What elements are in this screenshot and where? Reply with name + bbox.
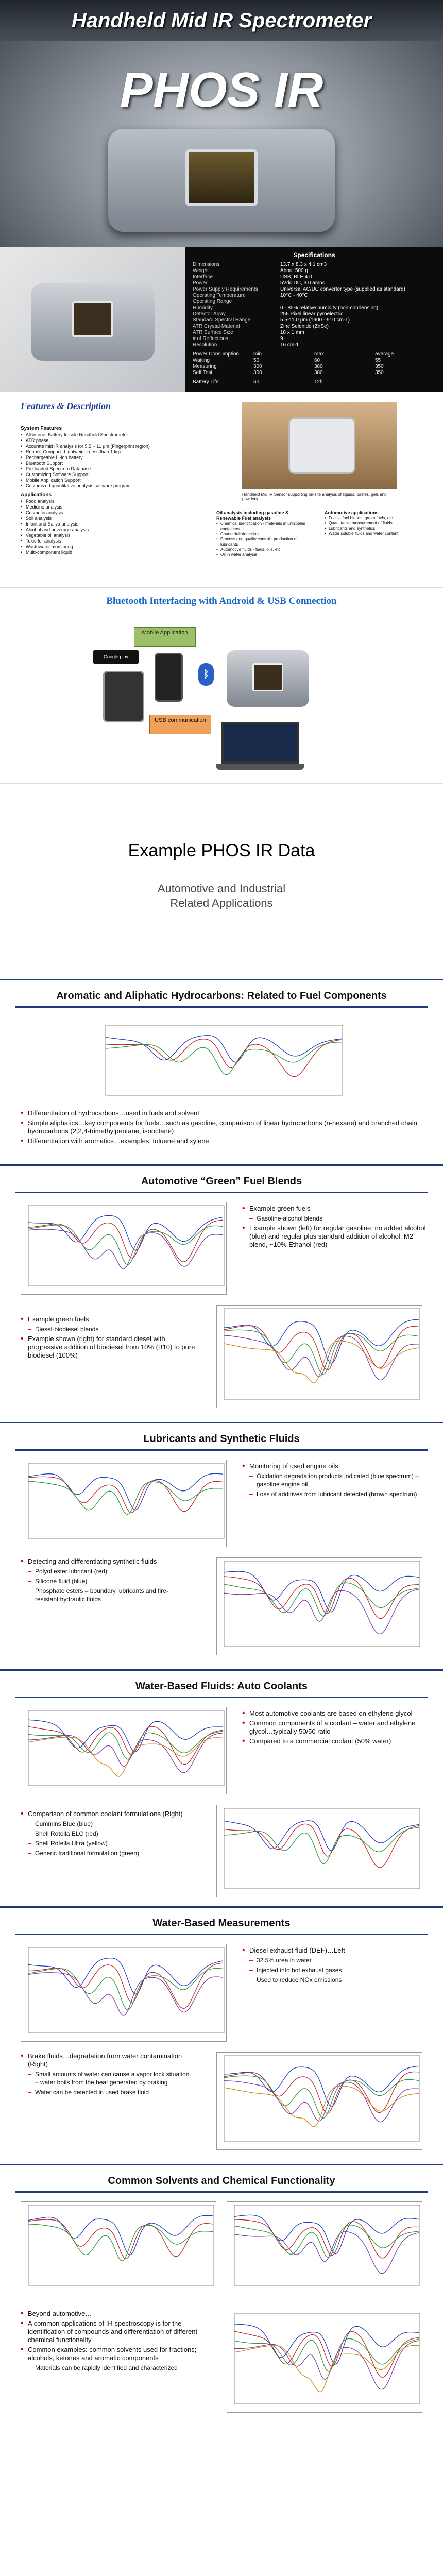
spectrum-svg xyxy=(217,2053,423,2150)
list-item: • Water soluble fluids and water content xyxy=(325,531,422,536)
spectrum-line xyxy=(224,2086,419,2127)
bullet-item: • Beyond automotive… xyxy=(21,2310,216,2318)
spec-row xyxy=(193,274,436,280)
spectrum-svg xyxy=(21,1707,227,1795)
power-key: Waiting xyxy=(193,358,210,363)
battery-value: 6h xyxy=(253,379,260,385)
power-value: 300 xyxy=(253,364,262,369)
list-item: • Medicine analysis xyxy=(21,504,185,510)
device-image xyxy=(288,417,355,474)
slide-lubricants xyxy=(0,1422,443,1669)
slide-rule xyxy=(15,1449,428,1451)
spectrum-line xyxy=(234,2219,419,2258)
hero-title: Handheld Mid IR Spectrometer xyxy=(71,9,372,32)
list-item: • Fuels - fuel blends, green fuels, etc xyxy=(325,516,422,521)
power-row xyxy=(193,370,436,376)
spec-row xyxy=(193,299,436,305)
spectrum-line xyxy=(28,1215,223,1250)
spec-row xyxy=(193,305,436,311)
spec-value: About 500 g xyxy=(280,268,308,274)
power-col-min: min xyxy=(253,351,262,357)
plot-frame xyxy=(234,2205,420,2285)
bluetooth-icon: ᛒ xyxy=(198,663,214,686)
example-title: Example PHOS IR Data xyxy=(128,841,315,860)
oil-analysis-list xyxy=(216,521,314,557)
list-item: • Bluetooth Support xyxy=(21,461,185,466)
bullet-item: – Shell Rotella Ultra (yellow) xyxy=(21,1839,191,1848)
bullet-item: – Materials can be rapidly identified and characterized xyxy=(21,2364,216,2372)
list-item: • Customized quantitative analysis software program xyxy=(21,483,185,489)
bullet-item: • Example green fuels xyxy=(21,1315,196,1324)
automotive-list xyxy=(325,516,422,536)
bullet-item: – Cummins Blue (blue) xyxy=(21,1820,191,1828)
spectrum-line xyxy=(224,1589,419,1634)
list-item: • Chemical identification - materials in unlabeled containers xyxy=(216,521,314,532)
spectrum-line xyxy=(224,1583,419,1616)
spec-key: Operating Range xyxy=(193,299,232,304)
plot-frame xyxy=(224,2056,420,2141)
spectrum-line xyxy=(224,1821,419,1851)
spectrum-line xyxy=(224,1341,419,1383)
device-window xyxy=(252,663,283,691)
spec-row xyxy=(193,293,436,299)
list-item: • Food analysis xyxy=(21,499,185,504)
mobile-app-label: Mobile Application xyxy=(134,627,196,647)
slide-solvents xyxy=(0,2164,443,2549)
spectrum-svg xyxy=(21,1460,227,1548)
spec-key: Operating Temperature xyxy=(193,293,246,298)
spectrum-line xyxy=(28,2215,213,2255)
slide-water-based xyxy=(0,1906,443,2164)
spec-row xyxy=(193,342,436,348)
spec-key: Detector Array xyxy=(193,311,226,317)
power-col-average: average xyxy=(375,351,394,357)
example-title-block xyxy=(0,783,443,979)
list-item: • Mobile Application Support xyxy=(21,478,185,483)
power-row xyxy=(193,364,436,370)
system-features-list xyxy=(21,432,185,489)
spectrum-chart xyxy=(227,2310,422,2413)
slide-title: Aromatic and Aliphatic Hydrocarbons: Related to Fuel Components xyxy=(56,990,387,1002)
slide-rule xyxy=(15,1192,428,1193)
list-item: • Vegetable oil analysis xyxy=(21,533,185,538)
slide-green-fuels xyxy=(0,1164,443,1422)
power-label: Power Consumption xyxy=(193,351,240,357)
bluetooth-section xyxy=(0,587,443,783)
usb-label: USB communication xyxy=(149,715,211,734)
slide-title: Lubricants and Synthetic Fluids xyxy=(143,1433,300,1445)
list-item: • Toxic for analysis xyxy=(21,538,185,544)
spec-key: Weight xyxy=(193,268,209,274)
list-item: • ATR phase xyxy=(21,438,185,444)
power-value: 50 xyxy=(253,358,260,363)
applications-heading: Applications xyxy=(21,492,52,498)
spectrum-line xyxy=(28,1477,223,1513)
example-subtitle-line-1: Automotive and Industrial xyxy=(157,882,286,895)
product-name: PHOS IR xyxy=(120,62,323,117)
device-window xyxy=(72,301,113,337)
power-value: 380 xyxy=(314,364,323,369)
spectrum-line xyxy=(28,1726,223,1765)
spec-key: ATR Crystal Material xyxy=(193,324,240,329)
power-value: 300 xyxy=(253,370,262,376)
plot-frame xyxy=(28,2205,214,2285)
slide-bullets-right xyxy=(242,1205,428,1250)
spec-value: 5Vdc DC, 3.0 amps xyxy=(280,280,325,286)
list-item: • Soil analysis xyxy=(21,516,185,521)
list-item: • Customizing Software Support xyxy=(21,472,185,478)
slide-rule xyxy=(15,2191,428,2193)
spec-value xyxy=(280,299,436,305)
bullet-item: • Detecting and differentiating synthetic fluids xyxy=(21,1557,191,1566)
spectrum-line xyxy=(28,1958,223,1994)
battery-row xyxy=(193,379,436,385)
bullet-item: • Example shown (left) for regular gasoline; no added alcohol (blue) and regular plus standard addition of alcohol; M2 blend, ~10% Ethanol (red) xyxy=(242,1224,428,1249)
spec-value: Zinc Selenide (ZnSe) xyxy=(280,324,329,329)
spec-value: 18 x 1 mm xyxy=(280,330,304,335)
spec-section xyxy=(0,247,443,392)
bullet-item: – Generic traditional formulation (green) xyxy=(21,1849,191,1857)
bullet-item: • Diesel exhaust fluid (DEF)…Left xyxy=(242,1946,428,1955)
automotive-title: Automotive applications xyxy=(325,510,379,515)
spec-key: Interface xyxy=(193,274,213,280)
slide-title: Automotive “Green” Fuel Blends xyxy=(141,1176,302,1187)
slide-title: Common Solvents and Chemical Functionality xyxy=(108,2175,335,2187)
spectrum-line xyxy=(28,1737,223,1776)
spectrum-chart xyxy=(216,1557,422,1655)
bullet-item: • Compared to a commercial coolant (50% water) xyxy=(242,1737,428,1745)
power-value: 350 xyxy=(375,370,384,376)
slide-title: Water-Based Fluids: Auto Coolants xyxy=(135,1681,308,1692)
battery-label: Battery Life xyxy=(193,379,219,385)
spectrum-svg xyxy=(217,1558,423,1656)
slide-hydrocarbons xyxy=(0,979,443,1164)
list-item: • Lubricants and synthetics xyxy=(325,526,422,531)
power-value: 60 xyxy=(314,358,320,363)
oil-analysis-title: Oil analysis including gasoline & Renewable Fuel analysis xyxy=(216,510,289,521)
spec-row xyxy=(193,330,436,336)
spectrum-line xyxy=(234,2346,419,2392)
power-value: 350 xyxy=(375,364,384,369)
bullet-item: – Gasoline-alcohol blends xyxy=(242,1214,428,1223)
plot-frame xyxy=(224,1309,420,1399)
spectrum-svg xyxy=(217,1306,423,1409)
features-heading: Features & Description xyxy=(21,401,111,411)
bullet-item: • Example shown (right) for standard diesel with progressive addition of biodiesel from 10% (B10) to pure biodiesel (100%) xyxy=(21,1335,196,1360)
battery-value-2: 12h xyxy=(314,379,323,385)
list-item: • Automotive fluids - fuels, oils, etc xyxy=(216,547,314,552)
spec-heading: Specifications xyxy=(293,251,335,259)
photo-caption: Handheld Mid IR Sensor supporting on-site analysis of liquids, pastes, gels and powders xyxy=(242,492,387,501)
bullet-item: – Oxidation degradation products indicated (blue spectrum) – gasoline engine oil xyxy=(242,1472,428,1488)
spec-table xyxy=(185,247,443,392)
power-value: 380 xyxy=(314,370,323,376)
slide-bullets-right xyxy=(242,1946,428,1986)
spectrum-chart xyxy=(98,1022,345,1104)
list-item: • Robust, Compact, Lightweight (less than 1 kg) xyxy=(21,449,185,455)
list-item: • Rechargeable Li-ion battery xyxy=(21,455,185,461)
spec-value: 13.7 x 8.3 x 4.1 cm3 xyxy=(280,262,327,267)
bullet-item: – 32.5% urea in water xyxy=(242,1956,428,1964)
spectrum-line xyxy=(234,2225,419,2258)
bullet-item: • Common components of a coolant – water and ethylene glycol…typically 50/50 ratio xyxy=(242,1719,428,1736)
bullet-item: • Differentiation of hydrocarbons…used in fuels and solvent xyxy=(21,1109,422,1117)
spec-value: USB, BLE 4.0 xyxy=(280,274,312,280)
slide-bullets-left xyxy=(21,1557,191,1605)
spec-row xyxy=(193,262,436,268)
list-item: • Multi-component liquid xyxy=(21,550,185,555)
spectrum-line xyxy=(234,2232,419,2274)
bullet-item: • Simple aliphatics…key components for fuels…such as gasoline, comparison of linear hydrocarbons (n-hexane) and branched chain hydrocarbons (2,2,4-trimethylpentane, isooctane) xyxy=(21,1119,422,1136)
list-item: • Wastewater monitoring xyxy=(21,544,185,550)
hero-banner xyxy=(0,0,443,247)
spec-value: 5.5-11.0 µm (1900 - 910 cm-1) xyxy=(280,317,350,323)
oil-analysis-box xyxy=(216,510,314,557)
features-list xyxy=(21,422,185,555)
bullet-item: – Loss of additives from lubricant detected (brown spectrum) xyxy=(242,1490,428,1498)
bullet-item: – Small amounts of water can cause a vapor lock situation – water boils from the heat generated by braking xyxy=(21,2070,191,2087)
spectrum-line xyxy=(28,1473,223,1510)
spec-key: # of Reflections xyxy=(193,336,228,342)
spec-row xyxy=(193,280,436,286)
device-image xyxy=(227,650,309,707)
bullet-item: – Water can be detected in used brake fluid xyxy=(21,2088,191,2096)
slide-bullets-right xyxy=(242,1462,428,1500)
bullet-item: • Common examples: common solvents used for fractions; alcohols, ketones and aromatic components xyxy=(21,2346,216,2362)
spectrum-line xyxy=(28,2224,213,2261)
features-section xyxy=(0,392,443,587)
list-item: • Oil in water analysis xyxy=(216,552,314,557)
plot-frame xyxy=(28,1206,224,1286)
list-item: • Cosmetic analysis xyxy=(21,510,185,516)
bullet-item: – Shell Rotella ELC (red) xyxy=(21,1829,191,1838)
bullet-item: – Phosphate esters – boundary lubricants and fire-resistant hydraulic fluids xyxy=(21,1587,191,1603)
list-item: • Process and quality control - production of lubricants xyxy=(216,537,314,547)
bullet-item: • Monitoring of used engine oils xyxy=(242,1462,428,1470)
spec-key: Power Supply Requirements xyxy=(193,286,258,292)
spec-value: 0 - 85% relative humidity (non-condensing) xyxy=(280,305,379,311)
list-item: • Quantitative measurement of fluids xyxy=(325,521,422,526)
system-features-heading: System Features xyxy=(21,426,62,431)
spec-key: Resolution xyxy=(193,342,217,348)
bullet-item: • Comparison of common coolant formulations (Right) xyxy=(21,1810,191,1818)
spec-device-photo xyxy=(0,247,185,392)
spectrum-chart xyxy=(21,1944,227,2042)
spec-value: Universal AC/DC converter type (supplied as standard) xyxy=(280,286,405,292)
spectrum-line xyxy=(224,1824,419,1868)
slide-bullets-left xyxy=(21,2310,216,2374)
slide-rule xyxy=(15,1006,428,1008)
phone-icon xyxy=(155,653,183,702)
spectrum-line xyxy=(224,1330,419,1374)
example-subtitle xyxy=(0,882,443,910)
spectrum-chart xyxy=(21,2201,216,2294)
spectrum-svg xyxy=(21,1944,227,2042)
handheld-photo xyxy=(242,402,397,489)
spectrum-chart xyxy=(216,2052,422,2150)
spec-row xyxy=(193,324,436,330)
power-row xyxy=(193,358,436,364)
device-window xyxy=(185,149,258,206)
bullet-item: – Silicone fluid (blue) xyxy=(21,1577,191,1585)
google-play-badge: Google play xyxy=(93,650,139,664)
bluetooth-heading: Bluetooth Interfacing with Android & USB Connection xyxy=(106,596,337,606)
spectrum-svg xyxy=(217,1805,423,1898)
spec-value: 256 Pixel linear pyroelectric xyxy=(280,311,344,317)
spec-key: Standard Spectral Range xyxy=(193,317,251,323)
slide-coolants xyxy=(0,1669,443,1906)
bullet-item: • Example green fuels xyxy=(242,1205,428,1213)
bullet-item: • Differentiation with aromatics…examples, toluene and xylene xyxy=(21,1137,422,1145)
spectrum-line xyxy=(106,1036,342,1062)
power-key: Self Test xyxy=(193,370,213,376)
example-subtitle-line-2: Related Applications xyxy=(170,896,273,909)
spectrum-svg xyxy=(227,2202,423,2295)
bullet-item: – Injected into hot exhaust gases xyxy=(242,1966,428,1974)
spectrum-line xyxy=(224,1577,419,1619)
spectrum-svg xyxy=(98,1022,346,1105)
hero-title-bar xyxy=(0,0,443,41)
slide-bullets-left xyxy=(21,1810,191,1859)
slide-rule xyxy=(15,1934,428,1935)
power-header xyxy=(193,351,436,358)
spec-value: 9 xyxy=(280,336,283,342)
bullet-item: – Polyol ester lubricant (red) xyxy=(21,1567,191,1575)
spec-value: 16 cm-1 xyxy=(280,342,299,348)
power-value: 55 xyxy=(375,358,381,363)
power-key: Measuring xyxy=(193,364,217,369)
list-item: • Pre-loaded Spectrum Database xyxy=(21,466,185,472)
slide-rule xyxy=(15,1697,428,1698)
spectrum-svg xyxy=(21,1202,227,1295)
spectrum-line xyxy=(28,2219,213,2259)
spec-key: Humidity xyxy=(193,305,213,311)
spec-value: 10°C - 40°C xyxy=(280,293,308,298)
spectrum-line xyxy=(224,2066,419,2106)
spec-rows xyxy=(193,262,436,348)
spec-row xyxy=(193,317,436,324)
spectrum-svg xyxy=(227,2310,423,2413)
tablet-icon xyxy=(103,671,144,722)
spec-key: Power xyxy=(193,280,208,286)
spec-row xyxy=(193,286,436,293)
slide-bullets-right xyxy=(242,1709,428,1747)
power-rows xyxy=(193,358,436,376)
spectrum-chart xyxy=(216,1305,422,1408)
list-item: • Alcohol and beverage analysis xyxy=(21,527,185,533)
list-item: • All-in-one, Battery In-side Handheld Spectrometer xyxy=(21,432,185,438)
spec-row xyxy=(193,311,436,317)
spectrum-line xyxy=(224,2081,419,2122)
list-item: • Infant and Saliva analysis xyxy=(21,521,185,527)
slide-bullets-left xyxy=(21,1315,196,1361)
device-image xyxy=(108,129,335,232)
spectrum-chart xyxy=(21,1460,227,1547)
bullet-item: • Most automotive coolants are based on ethylene glycol xyxy=(242,1709,428,1718)
spectrum-chart xyxy=(227,2201,422,2294)
device-image xyxy=(31,283,155,361)
applications-list xyxy=(21,499,185,555)
slide-bullets xyxy=(21,1109,422,1147)
spectrum-line xyxy=(28,1963,223,2008)
spectrum-svg xyxy=(21,2202,217,2295)
spectrum-chart xyxy=(216,1805,422,1897)
bullet-item: • Brake fluids…degradation from water contamination (Right) xyxy=(21,2052,191,2069)
bullet-item: – Diesel-biodiesel blends xyxy=(21,1325,196,1333)
spectrum-line xyxy=(28,1481,223,1514)
spectrum-chart xyxy=(21,1202,227,1295)
spec-row xyxy=(193,336,436,342)
laptop-icon xyxy=(216,722,304,774)
list-item: • Accurate mid IR analysis for 5.5 ~ 11 µm (Fingerprint region) xyxy=(21,444,185,449)
plot-frame xyxy=(224,1561,420,1647)
spectrum-chart xyxy=(21,1707,227,1794)
bullet-item: – Used to reduce NOx emissions xyxy=(242,1976,428,1984)
plot-frame xyxy=(28,1947,224,2033)
spectrum-line xyxy=(234,2341,419,2389)
spec-key: Dimensions xyxy=(193,262,220,267)
automotive-box xyxy=(325,510,422,536)
slide-bullets-left xyxy=(21,2052,191,2098)
list-item: • Counterfeit detection xyxy=(216,532,314,537)
spec-key: ATR Surface Size xyxy=(193,330,233,335)
power-col-max: max xyxy=(314,351,324,357)
spec-row xyxy=(193,268,436,274)
bullet-item: • A common applications of IR spectroscopy is for the identification of compounds and differentiation of different chemical functionality xyxy=(21,2319,216,2344)
slide-title: Water-Based Measurements xyxy=(152,1918,291,1929)
